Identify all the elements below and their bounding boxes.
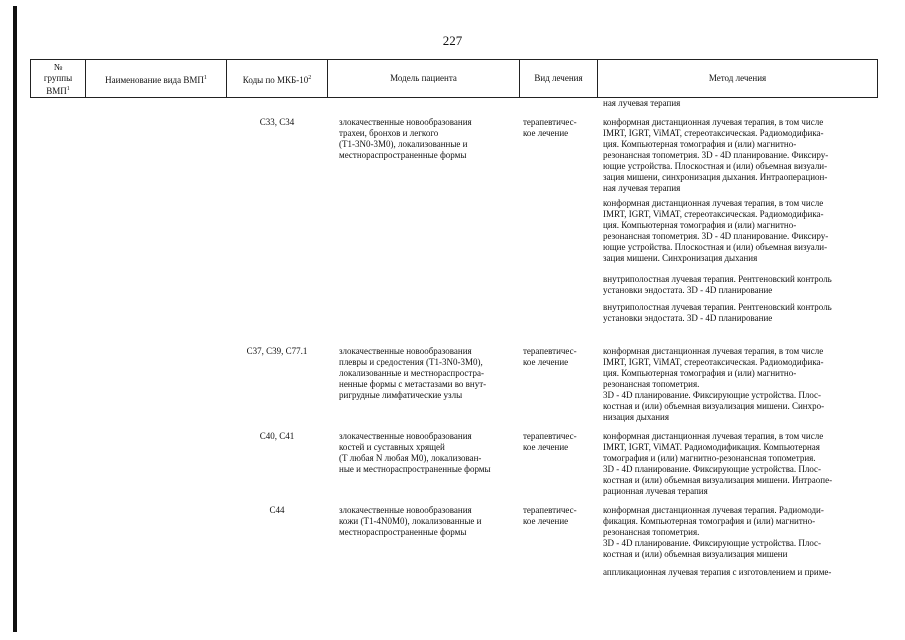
header-treatment-type: Вид лечения	[534, 73, 583, 83]
header-treatment-method: Метод лечения	[708, 73, 767, 83]
row-icd-codes: С40, С41	[259, 431, 295, 441]
row-method: внутриполостная лучевая терапия. Рентгеновский контроль установки эндостата. 3D - 4D планирование	[603, 274, 832, 295]
row-treatment-type: терапевтичес- кое лечение	[523, 346, 577, 367]
row-method: конформная дистанционная лучевая терапия, в том числе IMRT, IGRT, ViMAT, стереотаксическая. Радиомодифика- ция. Компьютерная томография и (или) магнитно- резонансная топометрия. 3D - 4D планирование. Фиксиру- ющие устройства. Плоскостная и (или) объемная визуали- зация мишени. Синхронизация дыхания	[603, 198, 829, 263]
row-method: конформная дистанционная лучевая терапия, в том числе IMRT, IGRT, ViMAT. Радиомодификация. Компьютерная томография и (или) магнитно-резонансная топометрия. 3D - 4D планирование. Фиксирующие устройства. Плос- костная и (или) объемная визуализация мишени. Интраопе- рационная лучевая терапия	[603, 431, 833, 496]
page-number: 227	[442, 33, 463, 48]
header-patient-model: Модель пациента	[390, 73, 457, 83]
row-icd-codes: С37, С39, С77.1	[246, 346, 308, 356]
binding-edge-bar	[13, 6, 17, 632]
row-method: конформная дистанционная лучевая терапия, в том числе IMRT, IGRT, ViMAT, стереотаксическая. Радиомодифика- ция. Компьютерная томография и (или) магнитно- резонансная топометрия. 3D - 4D планирование. Фиксиру- ющие устройства. Плоскостная и (или) объемная визуали- зация мишени, синхронизация дыхания. Интраоперацион- ная лучевая терапия	[603, 117, 829, 193]
row-method: конформная дистанционная лучевая терапия. Радиомоди- фикация. Компьютерная томография и (или) магнитно- резонансная топометрия. 3D - 4D планирование. Фиксирующие устройства. Плос- костная и (или) объемная визуализация мишени	[603, 505, 824, 559]
row-method: внутриполостная лучевая терапия. Рентгеновский контроль установки эндостата. 3D - 4D планирование	[603, 302, 832, 323]
row-icd-codes: С33, С34	[259, 117, 295, 127]
row-treatment-type: терапевтичес- кое лечение	[523, 117, 577, 138]
header-divider	[877, 59, 878, 98]
method-continuation: ная лучевая терапия	[603, 98, 681, 108]
header-icd-codes: Коды по МКБ-$10^2$	[242, 75, 312, 85]
row-method: аппликационная лучевая терапия с изготовлением и приме-	[603, 567, 832, 577]
row-patient-model: злокачественные новообразования костей и суставных хрящей (Т любая N любая М0), локализован- ные и местнораспространенные формы	[339, 431, 491, 474]
header-group-no: № группы ВМП$^1$	[43, 62, 73, 96]
table-top-border	[30, 59, 878, 60]
row-method: конформная дистанционная лучевая терапия, в том числе IMRT, IGRT, ViMAT, стереотаксическая. Радиомодифика- ция. Компьютерная томография и (или) магнитно- резонансная топометрия. 3D - 4D планирование. Фиксирующие устройства. Плос- костная и (или) объемная визуализация мишени. Синхро- низация дыхания	[603, 346, 825, 422]
row-patient-model: злокачественные новообразования трахеи, бронхов и легкого (Т1-3N0-3M0), локализованные и местнораспространенные формы	[339, 117, 472, 160]
header-bottom-border	[30, 97, 878, 98]
row-treatment-type: терапевтичес- кое лечение	[523, 431, 577, 452]
row-treatment-type: терапевтичес- кое лечение	[523, 505, 577, 526]
row-patient-model: злокачественные новообразования плевры и средостения (Т1-3N0-3M0), локализованные и местнораспростра- ненные формы с метастазами во внут- ригрудные лимфатические узлы	[339, 346, 487, 400]
row-icd-codes: С44	[269, 505, 285, 515]
header-vmp-name: Наименование вида ВМП$^1$	[105, 75, 207, 85]
row-patient-model: злокачественные новообразования кожи (Т1-4N0M0), локализованные и местнораспространенные формы	[339, 505, 482, 537]
